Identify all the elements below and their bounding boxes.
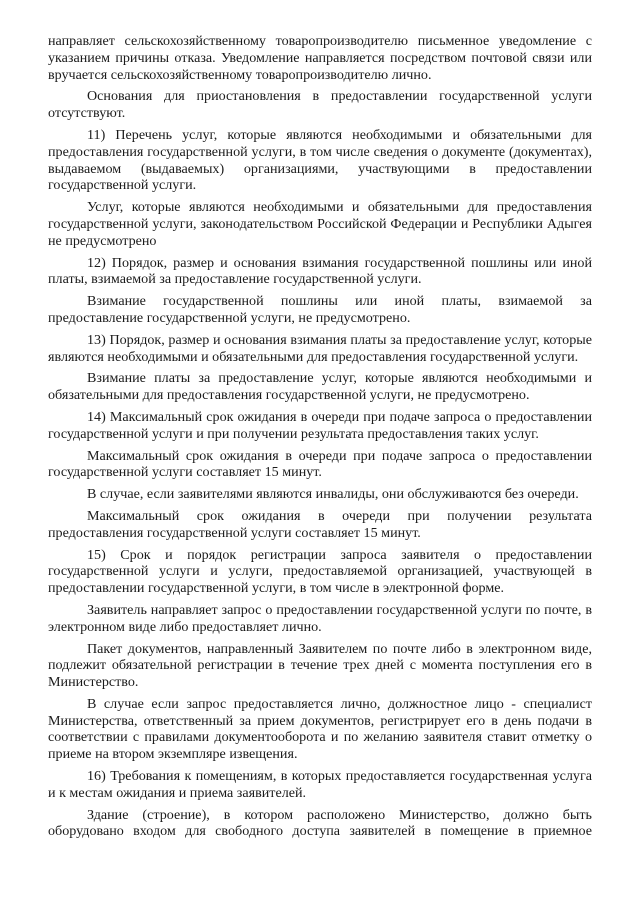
paragraph-3: 11) Перечень услуг, которые являются необходимыми и обязательными для предоставления государственной услуги, в том числе сведения о документе (документах), выдаваемом (выдаваемых) организациями, участвующими в предоставлении государственной услуги. <box>48 126 592 194</box>
paragraph-17: 16) Требования к помещениям, в которых предоставляется государственная услуга и к местам ожидания и приема заявителей. <box>48 768 592 801</box>
paragraph-1: направляет сельскохозяйственному товаропроизводителю письменное уведомление с указанием причины отказа. Уведомление направляется посредством почтовой связи или вручается сельскохозяйственному товаропроизводителю лично. <box>48 33 592 83</box>
paragraph-13: 15) Срок и порядок регистрации запроса заявителя о предоставлении государственной услуги и услуги, предоставляемой организацией, участвующей в предоставлении государственной услуги, в том числе в электронной форме. <box>48 546 592 597</box>
paragraph-2: Основания для приостановления в предоставлении государственной услуги отсутствуют. <box>48 88 592 122</box>
paragraph-18: Здание (строение), в котором расположено Министерство, должно быть оборудовано входом для свободного доступа заявителей в помещение в приемное <box>48 806 592 840</box>
paragraph-5: 12) Порядок, размер и основания взимания государственной пошлины или иной платы, взимаемой за предоставление государственной услуги. <box>48 254 592 288</box>
paragraph-15: Пакет документов, направленный Заявителем по почте либо в электронном виде, подлежит обязательной регистрации в течение трех дней с момента поступления его в Министерство. <box>48 640 592 691</box>
paragraph-6: Взимание государственной пошлины или иной платы, взимаемой за предоставление государственной услуги, не предусмотрено. <box>48 293 592 326</box>
document-page <box>48 33 592 845</box>
paragraph-10: Максимальный срок ожидания в очереди при подаче запроса о предоставлении государственной услуги составляет 15 минут. <box>48 447 592 481</box>
paragraph-12: Максимальный срок ожидания в очереди при получении результата предоставления государственной услуги составляет 15 минут. <box>48 507 592 541</box>
paragraph-7: 13) Порядок, размер и основания взимания платы за предоставление услуг, которые являются необходимыми и обязательными для предоставления государственной услуги. <box>48 331 592 365</box>
paragraph-4: Услуг, которые являются необходимыми и обязательными для предоставления государственной услуги, законодательством Российской Федерации и Республики Адыгея не предусмотрено <box>48 199 592 249</box>
paragraph-11: В случае, если заявителями являются инвалиды, они обслуживаются без очереди. <box>87 486 579 503</box>
paragraph-16: В случае если запрос предоставляется лично, должностное лицо - специалист Министерства, ответственный за прием документов, регистрирует его в день подачи в соответствии с правилами документооборота и по желанию заявителя ставит отметку о приеме на втором экземпляре извещения. <box>48 695 592 763</box>
paragraph-14: Заявитель направляет запрос о предоставлении государственной услуги по почте, в электронном виде либо предоставляет лично. <box>48 601 592 635</box>
paragraph-8: Взимание платы за предоставление услуг, которые являются необходимыми и обязательными для предоставления государственной услуги, не предусмотрено. <box>48 370 592 404</box>
paragraph-9: 14) Максимальный срок ожидания в очереди при подаче запроса о предоставлении государственной услуги и при получении результата предоставления таких услуг. <box>48 408 592 442</box>
